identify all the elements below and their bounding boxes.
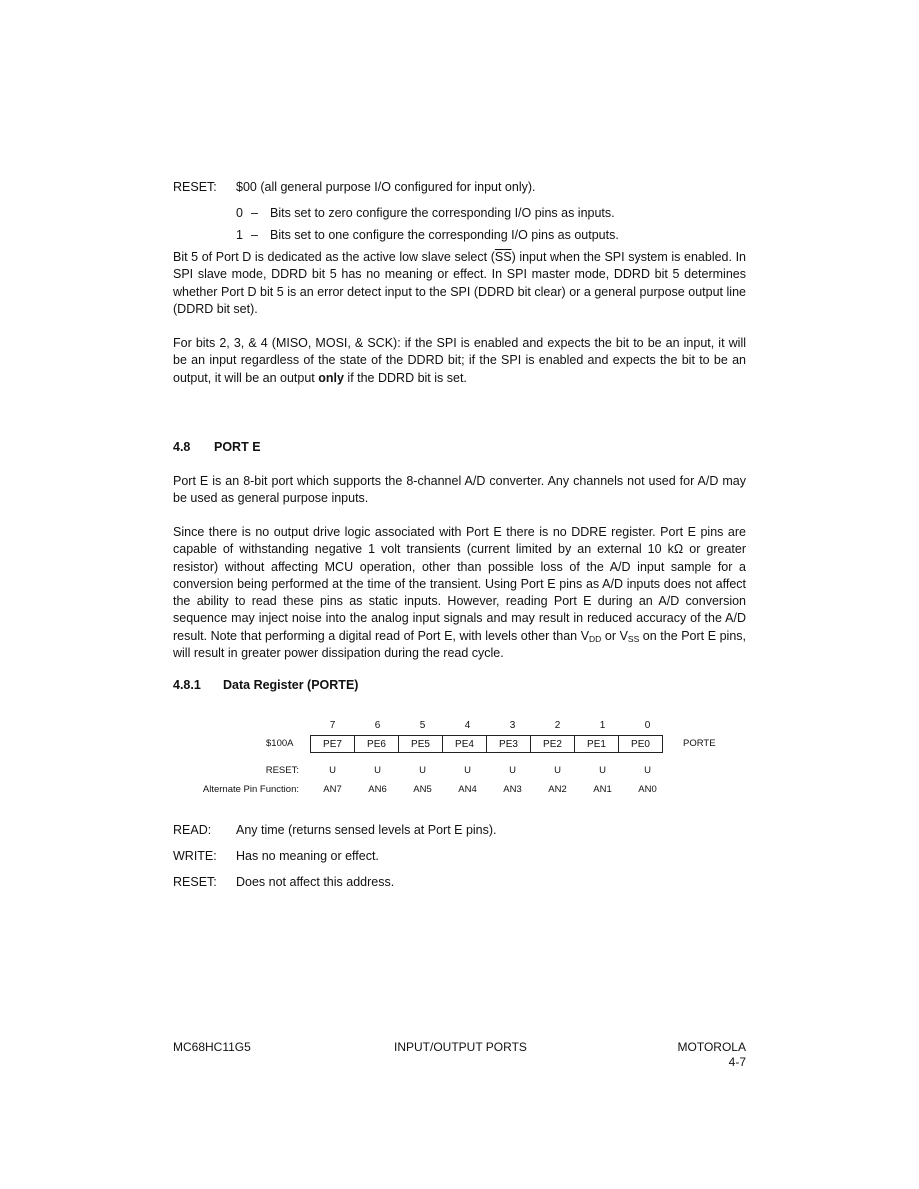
footer-brand: MOTOROLA xyxy=(677,1040,746,1054)
bit-number: 1 xyxy=(599,720,606,731)
section-number: 4.8 xyxy=(173,440,191,454)
bit-number: 4 xyxy=(464,720,471,731)
alt-function-value: AN1 xyxy=(593,784,612,795)
read-text: Any time (returns sensed levels at Port E pins). xyxy=(236,823,497,837)
register-address: $100A xyxy=(266,738,294,749)
write-label: WRITE: xyxy=(173,849,217,863)
alt-function-value: AN3 xyxy=(503,784,522,795)
paragraph-porte-details xyxy=(173,524,746,662)
footer-part-number: MC68HC11G5 xyxy=(173,1040,251,1054)
vdd-subscript: DD xyxy=(589,633,602,644)
reset-value: U xyxy=(509,765,516,776)
paragraph-bit5-start: Bit 5 of Port D is dedicated as the active low slave select ( xyxy=(173,250,495,264)
reset-value: U xyxy=(329,765,336,776)
bit0-text: Bits set to zero configure the corresponding I/O pins as inputs. xyxy=(270,206,615,220)
bit0-dash: – xyxy=(251,206,258,220)
alt-function-value: AN6 xyxy=(368,784,387,795)
subsection-title: Data Register (PORTE) xyxy=(223,678,359,692)
register-bit-cell: PE6 xyxy=(355,736,399,753)
paragraph-bits234 xyxy=(173,335,746,387)
alt-function-value: AN4 xyxy=(458,784,477,795)
paragraph-porte-mid: or V xyxy=(601,628,628,643)
reset-access-text: Does not affect this address. xyxy=(236,875,395,889)
paragraph-bits234-end: if the DDRD bit is set. xyxy=(343,370,467,385)
reset-value: U xyxy=(419,765,426,776)
reset-value: U xyxy=(644,765,651,776)
reset-row-label: RESET: xyxy=(265,765,299,776)
bit-number: 5 xyxy=(419,720,426,731)
emphasis-only: only xyxy=(318,370,344,385)
bit1-dash: – xyxy=(251,228,258,242)
register-name: PORTE xyxy=(683,738,716,749)
paragraph-porte-main: Since there is no output drive logic associated with Port E there is no DDRE register. Port E pins are capable of withstanding negative 1 volt transients (current limited by an external 10 kΩ or greater resistor) without affecting MCU operation, other than possible loss of the A/D input sample for a conversion being performed at the time of the transient. Using Port E pins as A/D inputs does not affect the ability to read these pins as static inputs. However, reading Port E during an A/D conversion sequence may inject noise into the analog input signals and may result in reduced accuracy of the A/D result. Note that performing a digital read of Port E, with levels other than V xyxy=(173,525,746,643)
register-bit-cell: PE0 xyxy=(619,736,663,753)
vss-subscript: SS xyxy=(627,633,640,644)
reset-value: U xyxy=(599,765,606,776)
alt-function-label: Alternate Pin Function: xyxy=(202,784,299,795)
paragraph-bit5 xyxy=(173,249,746,318)
register-bit-cell: PE4 xyxy=(443,736,487,753)
register-bit-cell: PE7 xyxy=(311,736,355,753)
bit-number: 7 xyxy=(329,720,336,731)
paragraph-bit5-end: ) input when the SPI system is enabled. In SPI slave mode, DDRD bit 5 has no meaning or effect. In SPI master mode, DDRD bit 5 determines whether Port D bit 5 is an error detect input to the SPI (DDRD bit clear) or a general purpose output line (DDRD bit set). xyxy=(173,250,746,316)
section-title: PORT E xyxy=(214,440,261,454)
register-bit-cell: PE1 xyxy=(575,736,619,753)
bit-number: 2 xyxy=(554,720,561,731)
paragraph-porte-end: on the Port E pins, will result in greater power dissipation during the read cycle. xyxy=(173,628,747,661)
bit1-text: Bits set to one configure the corresponding I/O pins as outputs. xyxy=(270,228,619,242)
alt-function-value: AN2 xyxy=(548,784,567,795)
reset-value: U xyxy=(464,765,471,776)
reset-access-label: RESET: xyxy=(173,875,217,889)
bit-number: 6 xyxy=(374,720,381,731)
alt-function-value: AN0 xyxy=(638,784,657,795)
reset-value: U xyxy=(554,765,561,776)
bit-number: 0 xyxy=(644,720,651,731)
bit-number: 3 xyxy=(509,720,516,731)
reset-value: U xyxy=(374,765,381,776)
register-bit-cell: PE5 xyxy=(399,736,443,753)
reset-label: RESET: xyxy=(173,180,217,194)
register-bit-cell: PE2 xyxy=(531,736,575,753)
reset-text: $00 (all general purpose I/O configured for input only). xyxy=(236,180,536,194)
paragraph-bits234-start: For bits 2, 3, & 4 (MISO, MOSI, & SCK): if the SPI is enabled and expects the bit to be an input, it will be an input regardless of the state of the DDRD bit; if the SPI is enabled and expects the bit to be an output, it will be an output xyxy=(173,336,746,385)
write-text: Has no meaning or effect. xyxy=(236,849,379,863)
page-number: 4-7 xyxy=(728,1055,746,1069)
alt-function-value: AN5 xyxy=(413,784,432,795)
read-label: READ: xyxy=(173,823,212,837)
footer-chapter: INPUT/OUTPUT PORTS xyxy=(394,1040,527,1054)
ss-signal: $\overline{SS}$ xyxy=(494,250,512,264)
alt-function-value: AN7 xyxy=(323,784,342,795)
register-bits xyxy=(310,735,663,753)
subsection-number: 4.8.1 xyxy=(173,678,201,692)
paragraph-porte-intro: Port E is an 8-bit port which supports the 8-channel A/D converter. Any channels not used for A/D may be used as general purpose inputs. xyxy=(173,474,746,506)
bit1-number: 1 xyxy=(236,228,243,242)
bit0-number: 0 xyxy=(236,206,243,220)
register-bit-cell: PE3 xyxy=(487,736,531,753)
